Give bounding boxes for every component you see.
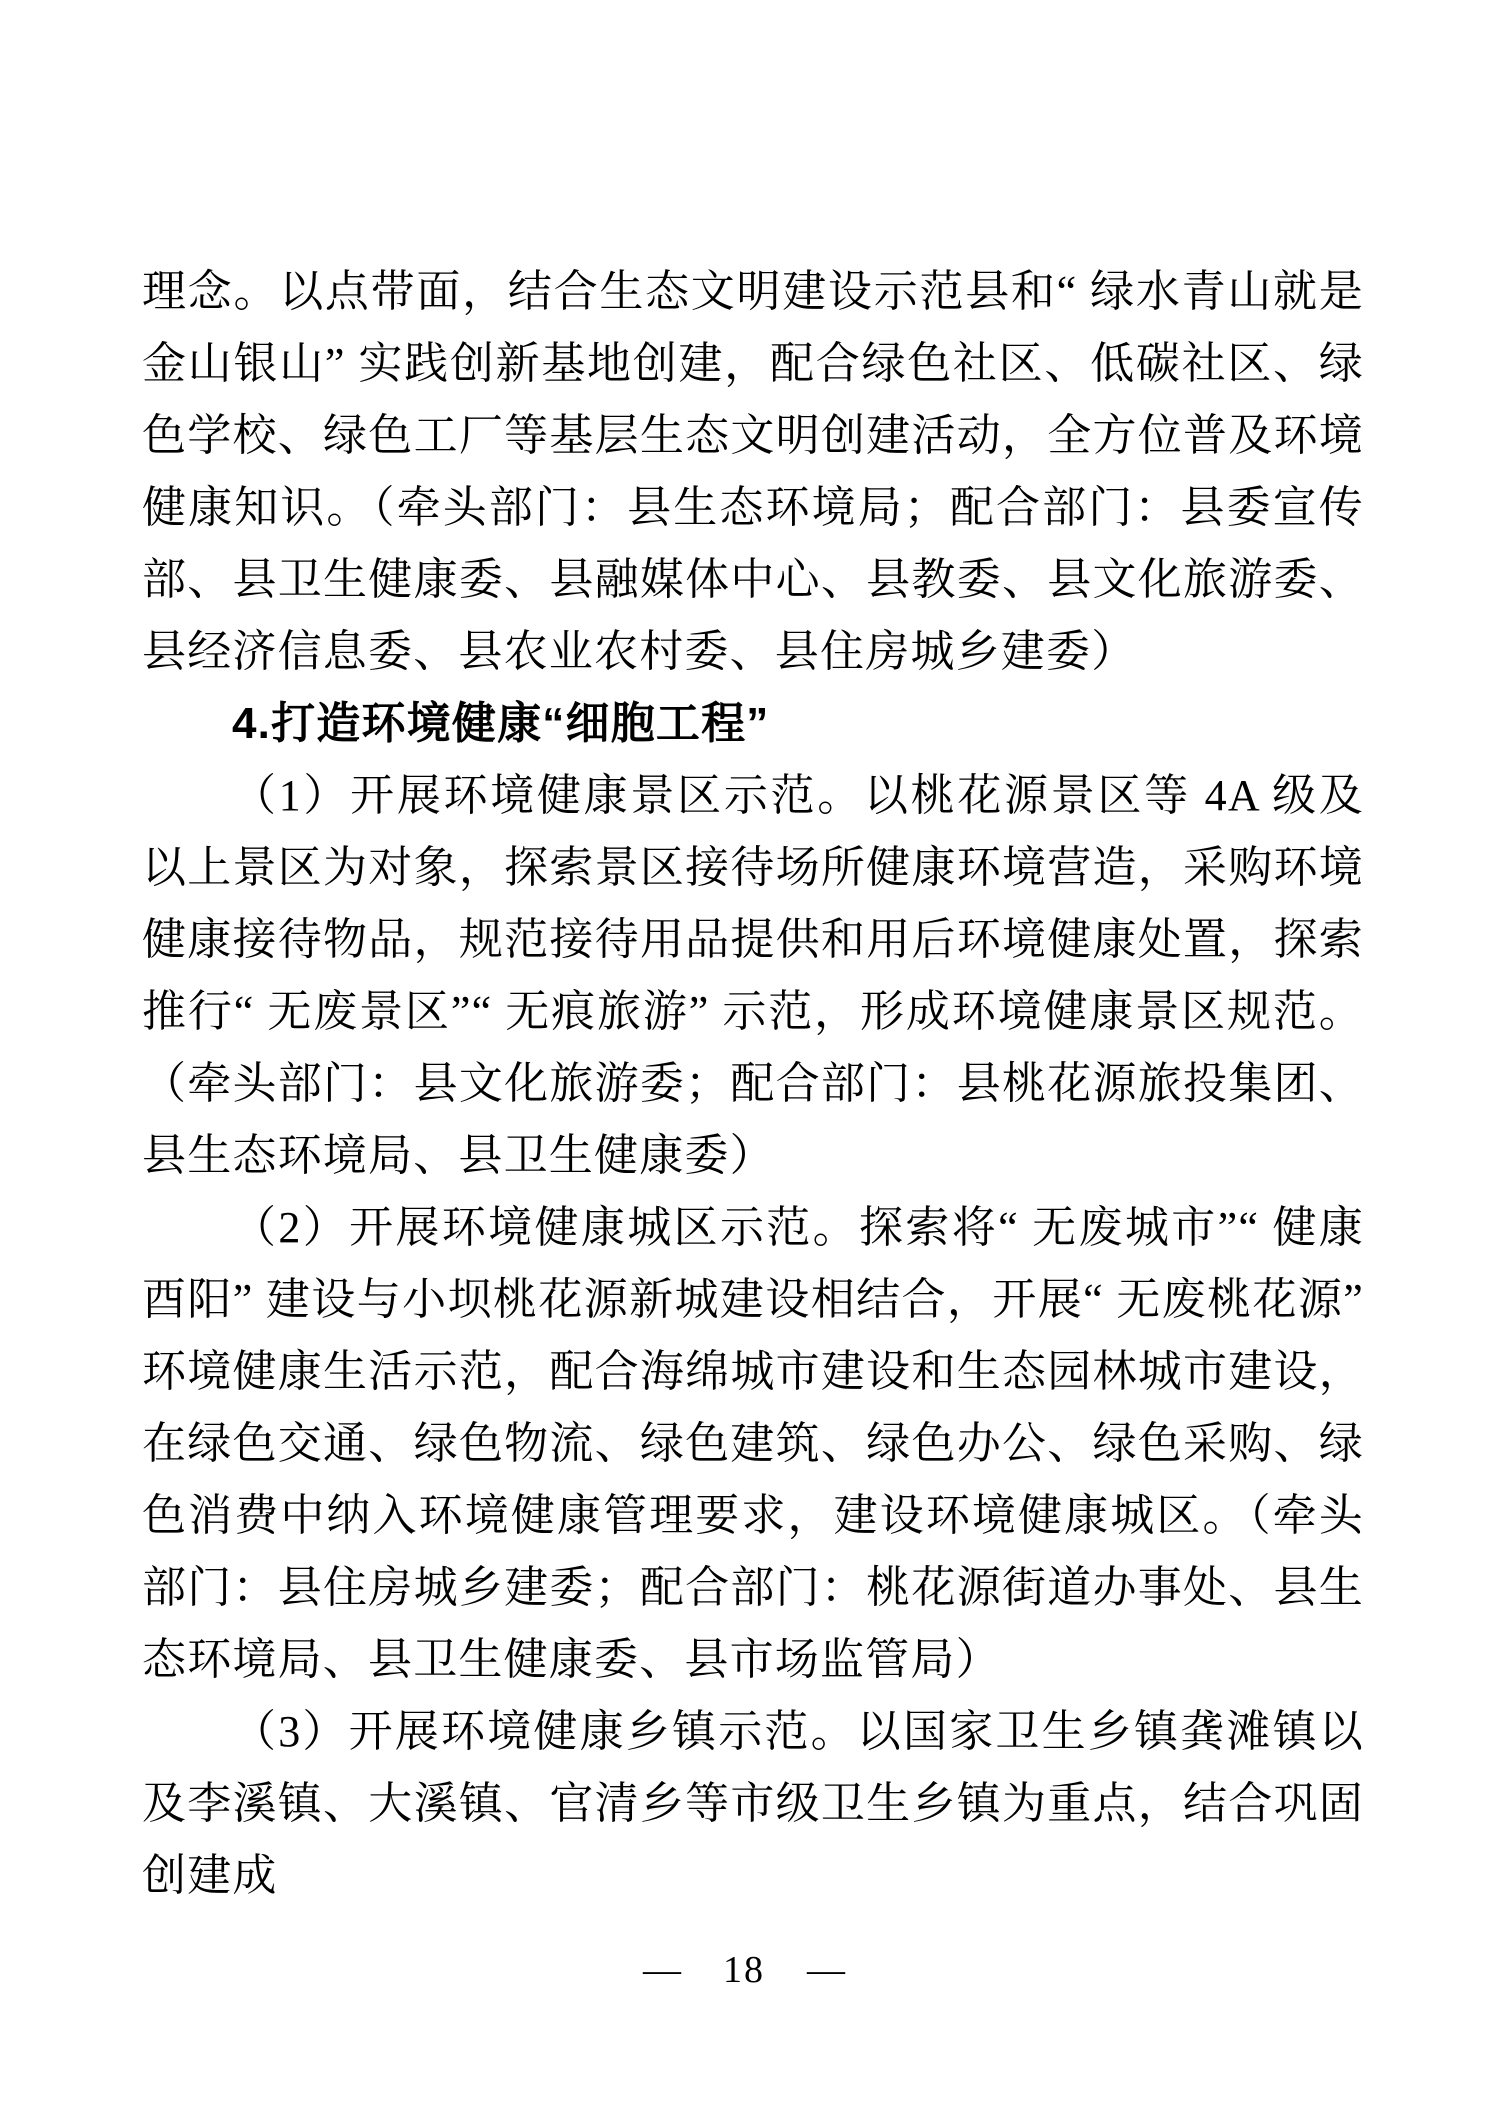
footer-left-dash: — [643, 1949, 681, 1991]
paragraph-item-1: （1）开展环境健康景区示范。以桃花源景区等 4A 级及以上景区为对象，探索景区接待场所健康环境营造，采购环境健康接待物品，规范接待用品提供和用后环境健康处置，探索推行“ 无废景区”“ 无痕旅游” 示范，形成环境健康景区规范。（牵头部门：县文化旅游委；配合部门：县桃花源旅投集团、县生态环境局、县卫生健康委） [142, 771, 1364, 1180]
page-body-text [142, 256, 1364, 1912]
paragraph-continuation: 理念。以点带面，结合生态文明建设示范县和“ 绿水青山就是金山银山” 实践创新基地创建，配合绿色社区、低碳社区、绿色学校、绿色工厂等基层生态文明创建活动，全方位普及环境健康知识。（牵头部门：县生态环境局；配合部门：县委宣传部、县卫生健康委、县融媒体中心、县教委、县文化旅游委、县经济信息委、县农业农村委、县住房城乡建委） [142, 267, 1364, 676]
page-footer [0, 1948, 1488, 1992]
page-number: 18 [723, 1949, 765, 1991]
paragraph-item-3: （3）开展环境健康乡镇示范。以国家卫生乡镇龚滩镇以及李溪镇、大溪镇、官清乡等市级卫生乡镇为重点，结合巩固创建成 [142, 1707, 1364, 1900]
section-heading-4: 4.打造环境健康“细胞工程” [232, 699, 770, 748]
paragraph-item-2: （2）开展环境健康城区示范。探索将“ 无废城市”“ 健康酉阳” 建设与小坝桃花源新城建设相结合，开展“ 无废桃花源” 环境健康生活示范，配合海绵城市建设和生态园林城市建设，在绿色交通、绿色物流、绿色建筑、绿色办公、绿色采购、绿色消费中纳入环境健康管理要求，建设环境健康城区。（牵头部门：县住房城乡建委；配合部门：桃花源街道办事处、县生态环境局、县卫生健康委、县市场监管局） [142, 1203, 1364, 1684]
footer-right-dash: — [807, 1949, 845, 1991]
